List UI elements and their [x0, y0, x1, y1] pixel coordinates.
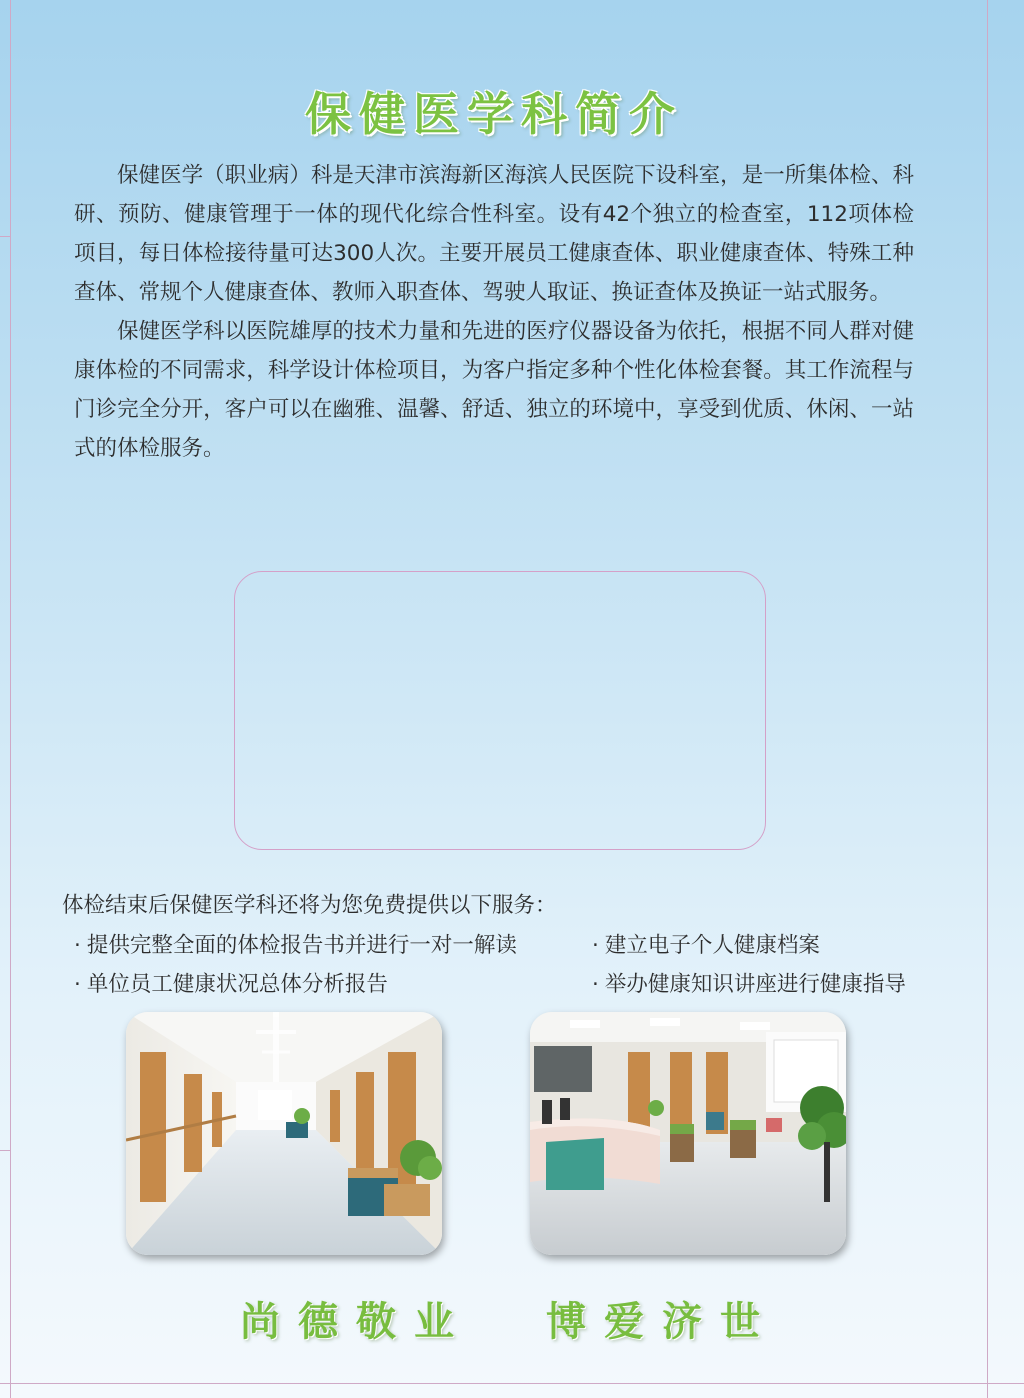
crop-mark [0, 236, 10, 237]
service-item [592, 967, 906, 998]
crop-mark [0, 1150, 10, 1151]
bullet-icon: · [592, 972, 599, 997]
bullet-icon: · [592, 933, 599, 958]
trim-line-left [10, 0, 11, 1398]
image-frame [234, 571, 766, 850]
service-item-label: 举办健康知识讲座进行健康指导 [604, 972, 906, 997]
trim-line-right [987, 0, 988, 1398]
intro-paragraph: 保健医学科以医院雄厚的技术力量和先进的医疗仪器设备为依托，根据不同人群对健康体检的不同需求，科学设计体检项目，为客户指定多种个性化体检套餐。其工作流程与门诊完全分开，客户可以在幽雅、温馨、舒适、独立的环境中，享受到优质、休闲、一站式的体检服务。 [74, 319, 914, 461]
service-item [592, 928, 820, 959]
motto-right: 博爱济世 [546, 1298, 778, 1345]
service-item-label: 单位员工健康状况总体分析报告 [86, 972, 388, 997]
bullet-icon: · [74, 933, 81, 958]
intro-text [74, 156, 914, 468]
service-item [74, 967, 388, 998]
service-item-label: 建立电子个人健康档案 [604, 933, 820, 958]
intro-paragraph: 保健医学（职业病）科是天津市滨海新区海滨人民医院下设科室，是一所集体检、科研、预防、健康管理于一体的现代化综合性科室。设有42个独立的检查室，112项体检项目，每日体检接待量可达300人次。主要开展员工健康查体、职业健康查体、特殊工种查体、常规个人健康查体、教师入职查体、驾驶人取证、换证查体及换证一站式服务。 [74, 163, 914, 305]
motto-left: 尚德敬业 [240, 1298, 472, 1345]
services-intro: 体检结束后保健医学科还将为您免费提供以下服务： [62, 893, 557, 918]
corridor-photo [126, 1012, 442, 1255]
page-title: 保健医学科简介 [305, 87, 683, 141]
service-item [74, 928, 517, 959]
reception-lobby-photo [530, 1012, 846, 1255]
trim-line-bottom [0, 1383, 1024, 1384]
service-item-label: 提供完整全面的体检报告书并进行一对一解读 [86, 933, 517, 958]
bullet-icon: · [74, 972, 81, 997]
